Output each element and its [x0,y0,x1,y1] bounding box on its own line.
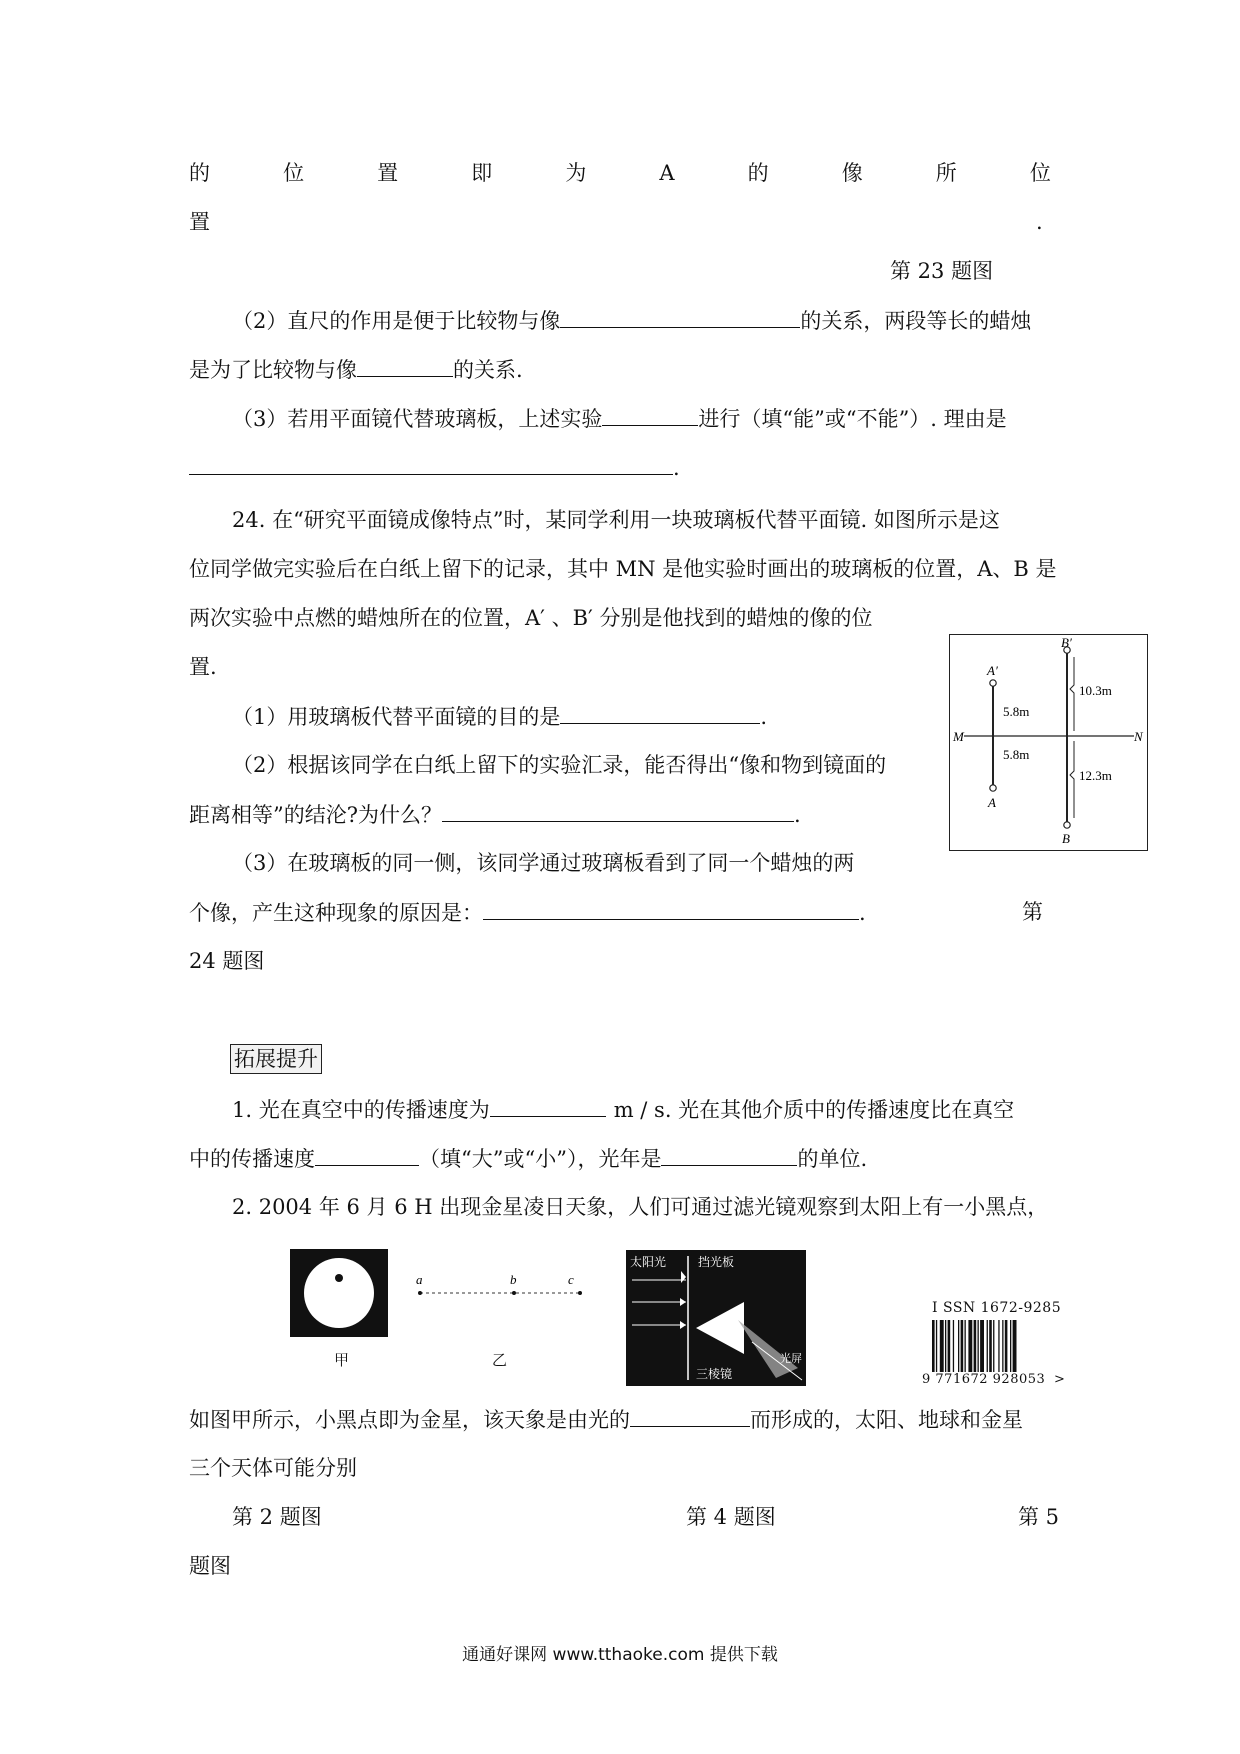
point-c-dot [578,1291,582,1295]
ext-q2-line3: 三个天体可能分别 [189,1456,357,1480]
spaced-char: 置 [377,161,399,185]
spaced-char: 像 [841,161,863,185]
point-b-dot [512,1291,516,1295]
dist-a-bottom: 5.8m [1003,747,1030,762]
figure-jia [290,1249,388,1337]
barcode-digits: 9 771672 928053 [922,1372,1046,1387]
issn-label: I SSN 1672-9285 [932,1300,1062,1316]
caption-fig5-a: 第 5 [1018,1505,1060,1529]
spaced-char: 所 [935,161,957,185]
barcode-bar [953,1320,954,1372]
q24-caption-b: 24 题图 [189,949,265,973]
ray-arrow [680,1298,686,1306]
barcode-bar [1005,1320,1008,1372]
label-b: B [1062,831,1070,846]
label-point-c: c [568,1272,574,1287]
spaced-char: 为 [565,161,587,185]
label-jia: 甲 [334,1351,350,1369]
barcode-bar [932,1320,935,1372]
spaced-char: 即 [471,161,493,185]
label-sunlight: 太阳光 [630,1255,667,1269]
light-spectrum [738,1320,798,1378]
q24-caption-a: 第 [1022,900,1043,924]
barcode-bar [987,1320,988,1372]
q24-line3: 两次实验中点燃的蜡烛所在的位置，A′ 、B′ 分别是他找到的蜡烛的像的位 [189,606,873,630]
label-b-prime: B′ [1061,635,1072,650]
q24-line1: 24. 在“研究平面镜成像特点”时，某同学利用一块玻璃板代替平面镜. 如图所示是这 [232,508,1000,532]
answer-blank[interactable] [602,405,698,426]
mirror-diagram-svg [950,635,1146,849]
figure-prism [626,1250,806,1386]
q24-sub2-line2: 距离相等”的结沦?为什么？ . [189,803,801,827]
barcode-bar [989,1320,992,1372]
q24-line4: 置. [189,655,217,679]
dist-b-bottom: 12.3m [1079,768,1112,783]
barcode-bar [980,1320,984,1372]
barcode-arrow: > [1054,1372,1065,1387]
caption-fig2: 第 2 题图 [232,1505,322,1529]
q23-line2-start: 置 [189,210,210,234]
barcode-bar [936,1320,937,1372]
ext-q2-line1: 2. 2004 年 6 月 6 H 出现金星凌日天象，人们可通过滤光镜观察到太阳上有一小黑点， [232,1195,1049,1219]
barcode-bar [1002,1320,1003,1372]
answer-blank[interactable] [490,1096,606,1117]
barcode-bar [968,1320,972,1372]
answer-blank[interactable] [483,899,859,920]
spaced-char: 位 [1029,161,1051,185]
spaced-char: 位 [283,161,305,185]
barcode-bar [945,1320,946,1372]
barcode-bar [958,1320,959,1372]
spaced-char: 的 [189,161,210,185]
q23-part3-line1: （3）若用平面镜代替玻璃板，上述实验 进行（填“能”或“不能”）. 理由是 [232,407,1007,431]
mirror-diagram [949,634,1148,851]
dist-b-top: 10.3m [1079,683,1112,698]
answer-blank[interactable] [315,1145,419,1166]
barcode-bar [948,1320,951,1372]
barcode-bar [998,1320,999,1372]
label-m: M [953,729,964,744]
ext-q2-line2: 如图甲所示，小黑点即为金星，该天象是由光的 而形成的，太阳、地球和金星 [189,1408,1023,1432]
spaced-char: A [659,161,675,185]
barcode-bar [993,1320,994,1372]
figure-yi [410,1270,590,1310]
footer-credit: 通通好课网 www.tthaoke.com 提供下载 [462,1645,778,1665]
answer-blank[interactable] [560,703,760,724]
label-shield: 挡光板 [698,1255,735,1269]
q23-part2-line1: （2）直尺的作用是便于比较物与像 的关系，两段等长的蜡烛 [232,309,1032,333]
label-yi: 乙 [492,1351,508,1369]
point-a [990,785,996,791]
barcode-bar [940,1320,944,1372]
label-n: N [1134,729,1143,744]
barcode-bar [974,1320,977,1372]
dist-a-top: 5.8m [1003,704,1030,719]
label-point-b: b [510,1272,517,1287]
brace-b-top [1070,657,1074,731]
label-screen: 光屏 [780,1353,802,1365]
spaced-char: 的 [747,161,769,185]
answer-blank[interactable] [357,356,453,377]
barcode-bar [961,1320,964,1372]
barcode-bar [1010,1320,1011,1372]
q23-line2-end: . [1036,210,1043,234]
label-a: A [988,795,996,810]
q23-spaced-line [189,160,1051,186]
label-prism: 三棱镜 [696,1367,733,1381]
answer-blank[interactable] [661,1145,797,1166]
caption-fig4: 第 4 题图 [686,1505,776,1529]
caption-fig5-b: 题图 [189,1554,231,1578]
label-a-prime: A′ [987,663,998,678]
point-a-prime [990,680,996,686]
q24-sub1: （1）用玻璃板代替平面镜的目的是 . [232,705,768,729]
point-b [1064,822,1070,828]
q24-line2: 位同学做完实验后在白纸上留下的记录，其中 MN 是他实验时画出的玻璃板的位置，A、B 是 [189,557,1057,581]
barcode-bar [978,1320,979,1372]
point-a-dot [418,1291,422,1295]
ray-arrow [681,1271,686,1283]
barcode-image [930,1320,1050,1372]
answer-blank[interactable] [560,307,800,328]
brace-b-bottom [1070,741,1074,818]
answer-blank[interactable] [189,454,673,475]
q23-figure-caption: 第 23 题图 [890,259,994,283]
answer-blank[interactable] [442,801,794,822]
q24-sub3-line1: （3）在玻璃板的同一侧，该同学通过玻璃板看到了同一个蜡烛的两 [232,851,855,875]
ext-q1-line2: 中的传播速度 （填“大”或“小”），光年是 的单位. [189,1147,868,1171]
ext-q1-line1: 1. 光在真空中的传播速度为 m / s. 光在其他介质中的传播速度比在真空 [232,1098,1015,1122]
q23-part2-line2: 是为了比较物与像 的关系. [189,358,523,382]
venus-dot [335,1274,343,1282]
answer-blank[interactable] [630,1406,750,1427]
barcode-bar [1013,1320,1017,1372]
q24-sub2-line1: （2）根据该同学在白纸上留下的实验汇录，能否得出“像和物到镜面的 [232,753,887,777]
sun-disk [304,1258,374,1328]
prism-shape [696,1302,744,1354]
q24-sub3-line2: 个像，产生这种现象的原因是： . [189,901,866,925]
q23-part3-line2: . [189,454,680,481]
ray-arrow [680,1321,686,1329]
section-heading-extend: 拓展提升 [230,1044,322,1074]
label-point-a: a [416,1272,423,1287]
barcode-bar [965,1320,966,1372]
